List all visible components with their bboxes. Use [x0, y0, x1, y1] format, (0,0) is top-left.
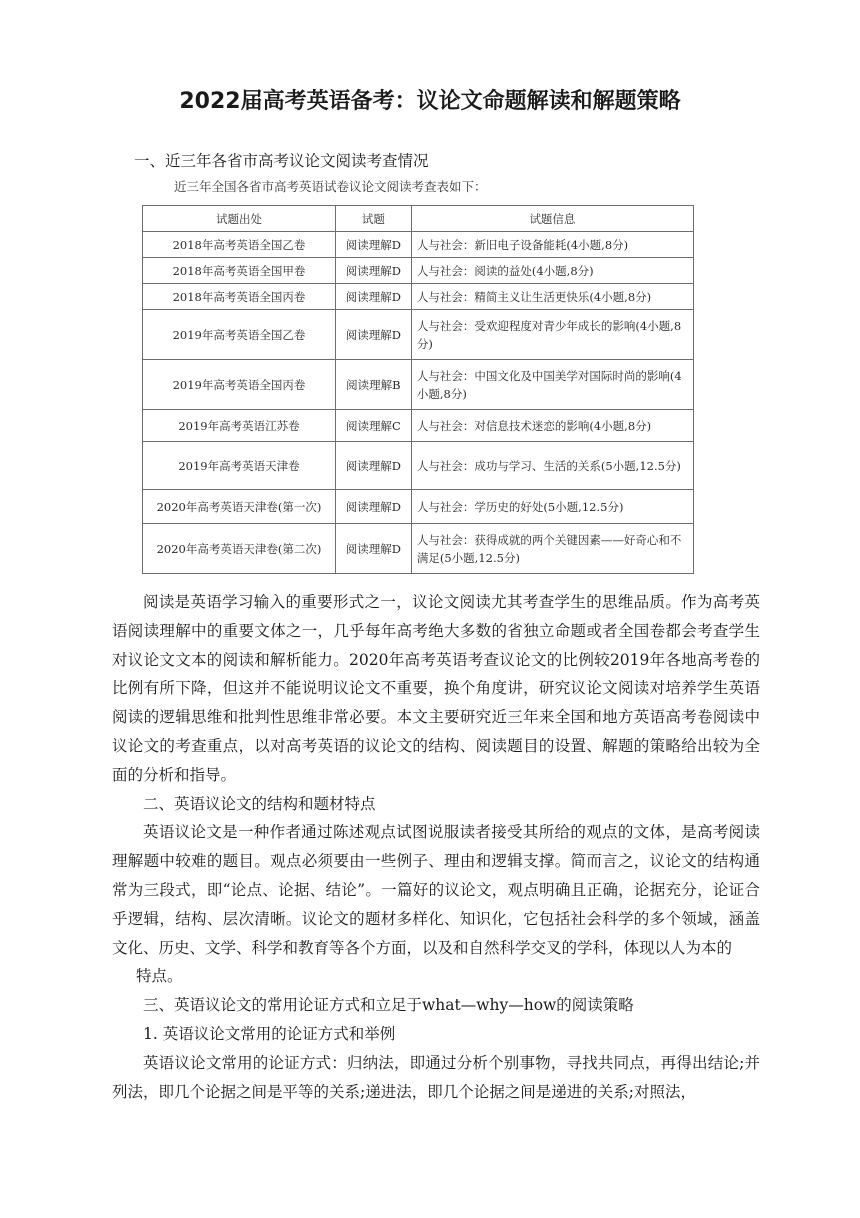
subsection-heading: 1. 英语议论文常用的论证方式和举例	[143, 1024, 396, 1043]
cell-info: 人与社会：成功与学习、生活的关系(5小题,12.5分)	[411, 442, 693, 490]
section-heading-3: 三、英语议论文的常用论证方式和立足于what—why—how的阅读策略	[143, 996, 634, 1015]
cell-info: 人与社会：对信息技术迷恋的影响(4小题,8分)	[411, 410, 693, 442]
table-row	[143, 258, 694, 284]
table-row	[143, 310, 694, 360]
header-item: 试题	[335, 206, 411, 232]
cell-item: 阅读理解D	[335, 258, 411, 284]
table-caption: 近三年全国各省市高考英语试卷议论文阅读考查表如下：	[174, 179, 487, 194]
table-header-row	[143, 206, 694, 232]
cell-item: 阅读理解D	[335, 524, 411, 574]
paragraph: 阅读是英语学习输入的重要形式之一，议论文阅读尤其考查学生的思维品质。作为高考英语阅读理解中的重要文体之一，几乎每年高考绝大多数的省独立命题或者全国卷都会考查学生对议论文文本的阅读和解析能力。2020年高考英语考查议论文的比例较2019年各地高考卷的比例有所下降，但这并不能说明议论文不重要，换个角度讲，研究议论文阅读对培养学生英语阅读的逻辑思维和批判性思维非常必要。本文主要研究近三年来全国和地方英语高考卷阅读中议论文的考查重点，以对高考英语的议论文的结构、阅读题目的设置、解题的策略给出较为全面的分析和指导。	[112, 593, 760, 784]
cell-item: 阅读理解D	[335, 232, 411, 258]
cell-source: 2019年高考英语江苏卷	[143, 410, 336, 442]
header-source: 试题出处	[143, 206, 336, 232]
cell-item: 阅读理解D	[335, 442, 411, 490]
cell-info: 人与社会：受欢迎程度对青少年成长的影响(4小题,8分)	[411, 310, 693, 360]
table-row	[143, 360, 694, 410]
cell-source: 2018年高考英语全国乙卷	[143, 232, 336, 258]
exam-table	[142, 205, 694, 574]
cell-info: 人与社会：学历史的好处(5小题,12.5分)	[411, 490, 693, 524]
section-heading-1: 一、近三年各省市高考议论文阅读考查情况	[134, 152, 429, 170]
cell-source: 2020年高考英语天津卷(第二次)	[143, 524, 336, 574]
table-row	[143, 490, 694, 524]
cell-item: 阅读理解C	[335, 410, 411, 442]
cell-info: 人与社会：阅读的益处(4小题,8分)	[411, 258, 693, 284]
cell-source: 2019年高考英语天津卷	[143, 442, 336, 490]
cell-source: 2019年高考英语全国丙卷	[143, 360, 336, 410]
header-info: 试题信息	[411, 206, 693, 232]
cell-info: 人与社会：新旧电子设备能耗(4小题,8分)	[411, 232, 693, 258]
table-row	[143, 232, 694, 258]
article-body	[112, 588, 760, 1106]
cell-info: 人与社会：中国文化及中国美学对国际时尚的影响(4小题,8分)	[411, 360, 693, 410]
cell-item: 阅读理解D	[335, 490, 411, 524]
cell-item: 阅读理解D	[335, 310, 411, 360]
cell-item: 阅读理解D	[335, 284, 411, 310]
section-heading-2: 二、英语议论文的结构和题材特点	[143, 794, 376, 813]
cell-item: 阅读理解B	[335, 360, 411, 410]
cell-source: 2018年高考英语全国甲卷	[143, 258, 336, 284]
cell-source: 2018年高考英语全国丙卷	[143, 284, 336, 310]
paragraph: 特点。	[136, 967, 183, 986]
cell-info: 人与社会：精简主义让生活更快乐(4小题,8分)	[411, 284, 693, 310]
paragraph: 英语议论文是一种作者通过陈述观点试图说服读者接受其所给的观点的文体，是高考阅读理解题中较难的题目。观点必须要由一些例子、理由和逻辑支撑。简而言之，议论文的结构通常为三段式，即“论点、论据、结论”。一篇好的议论文，观点明确且正确，论据充分，论证合乎逻辑，结构、层次清晰。议论文的题材多样化、知识化，它包括社会科学的多个领域，涵盖文化、历史、文学、科学和教育等各个方面，以及和自然科学交叉的学科，体现以人为本的	[112, 823, 760, 957]
table-row	[143, 442, 694, 490]
page-title: 2022届高考英语备考：议论文命题解读和解题策略	[179, 89, 681, 114]
table-row	[143, 524, 694, 574]
table-row	[143, 410, 694, 442]
paragraph: 英语议论文常用的论证方式：归纳法，即通过分析个别事物，寻找共同点，再得出结论;并列法，即几个论据之间是平等的关系;递进法，即几个论据之间是递进的关系;对照法，	[112, 1053, 760, 1101]
cell-source: 2020年高考英语天津卷(第一次)	[143, 490, 336, 524]
cell-info: 人与社会：获得成就的两个关键因素——好奇心和不满足(5小题,12.5分)	[411, 524, 693, 574]
table-row	[143, 284, 694, 310]
cell-source: 2019年高考英语全国乙卷	[143, 310, 336, 360]
